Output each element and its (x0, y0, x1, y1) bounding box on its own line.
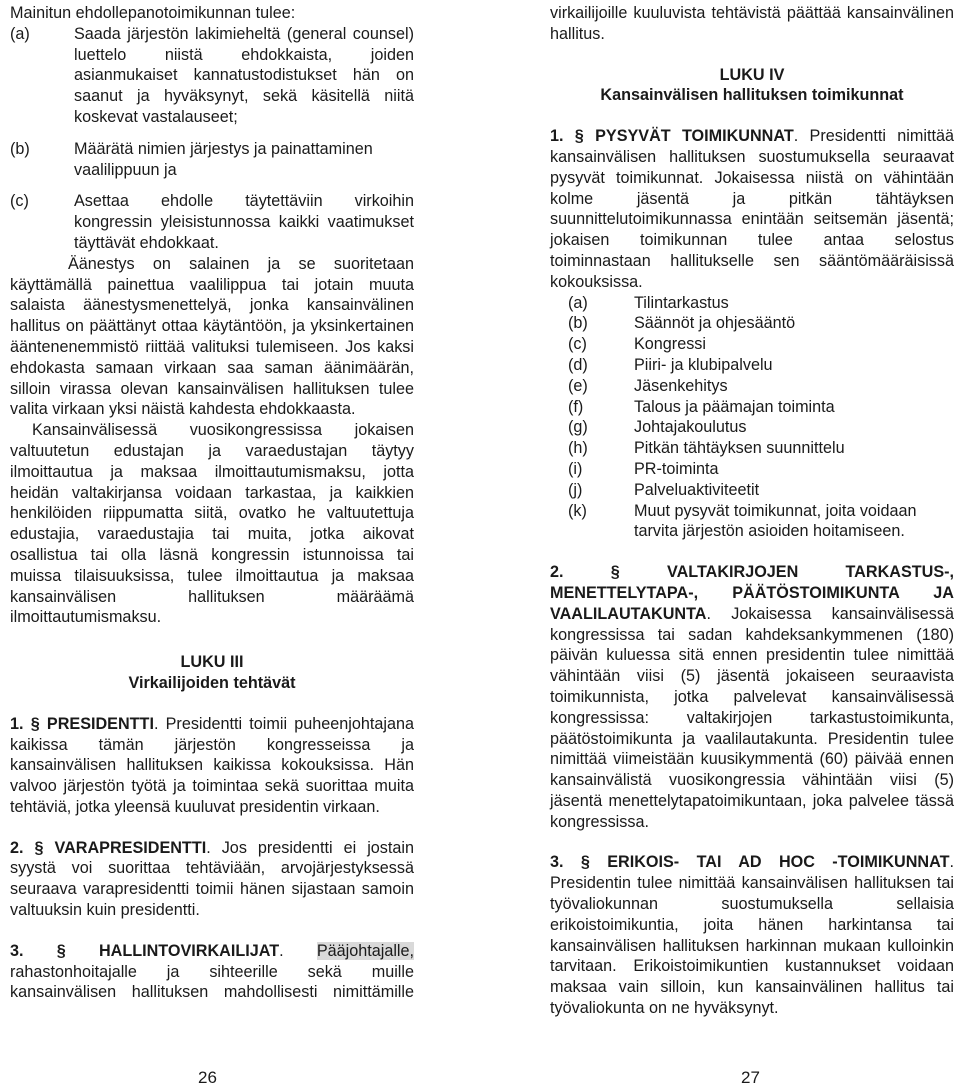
section-number: 2. § (10, 838, 44, 857)
list-item (568, 438, 954, 459)
chapter-title: LUKU IV (719, 65, 785, 84)
section-number: 1. § (10, 714, 40, 733)
list-item (568, 397, 954, 418)
list-item-text: Muut pysyvät toimikunnat, joita voidaan tarvita järjestön asioiden hoitamiseen. (634, 501, 917, 541)
chapter-subtitle: Kansainvälisen hallituksen toimikunnat (600, 86, 904, 105)
list-item-label: (c) (10, 192, 29, 211)
section-title: PRESIDENTTI (46, 714, 154, 733)
list-item-text: Piiri- ja klubipalvelu (634, 355, 773, 374)
section-dot: . (279, 941, 284, 960)
section-admin-officers (10, 941, 414, 1003)
list-item-label: (e) (568, 376, 588, 395)
continuation-text: virkailijoille kuuluvista tehtävistä päättää kansainvälinen hallitus. (550, 4, 954, 43)
section-president (10, 714, 414, 818)
section-text: . Presidentti nimittää kansainvälisen hallituksen suostumuksella seuraavat pysyvät toimikunnat. Jokaisessa niistä on vähintään kolme jäsentä ja pitkän tähtäyksen suunnittelutoimikunnassa enintään seitsemän jäsentä; jokaisen toimikunnan tulee antaa selostus toiminnastaan hallitukselle sen sääntömääräisissä kokouksissa. (550, 127, 954, 291)
list-item-text: Talous ja päämajan toiminta (634, 397, 835, 416)
section-credentials (550, 562, 954, 832)
list-item-label: (k) (568, 501, 587, 520)
section-special-committees (550, 852, 954, 1018)
highlighted-text: Pääjohtajalle, (316, 941, 415, 960)
list-item-text: Tilintarkastus (634, 293, 729, 312)
list-item (10, 24, 414, 128)
list-item-label: (f) (568, 397, 584, 416)
section-vice-president (10, 838, 414, 921)
section-title: ERIKOIS- TAI AD HOC -TOIMIKUNNAT (607, 853, 950, 872)
section-number: 2. § (550, 563, 620, 582)
list-item-text: Kongressi (634, 335, 706, 354)
right-column (550, 0, 954, 1019)
list-item-label: (b) (568, 314, 588, 333)
list-item-text: Johtajakoulutus (634, 418, 747, 437)
intro-heading: Mainitun ehdollepanotoimikunnan tulee: (10, 4, 296, 22)
list-item-text: Palveluaktiviteetit (634, 480, 760, 499)
section-text: rahastonhoitajalle ja sihteerille sekä muille kansainvälisen hallituksen mahdollisesti nimittämille (10, 962, 414, 1002)
section-title: VALTAKIRJOJEN TARKASTUS-, MENETTELYTAPA-, PÄÄTÖSTOIMIKUNTA JA VAALILAUTAKUNTA (550, 563, 955, 623)
list-item (568, 459, 954, 480)
list-item-label: (a) (568, 293, 588, 312)
list-item (10, 139, 414, 181)
list-item (568, 501, 954, 543)
list-item (568, 417, 954, 438)
section-text: . Presidentin tulee nimittää kansainvälisen hallituksen tai työvaliokunnan suostumuksella sellaisia erikoistoimikuntia, joita hänen harkintansa tai kansainvälisen hallituksen harkinnan mukaan kulloinkin tarvitaan. Erikoistoimikuntien kustannukset voidaan maksaa vain silloin, kun kansainvälinen hallitus tai työvaliokunta on ne hyväksynyt. (550, 853, 954, 1018)
list-item-text: Asettaa ehdolle täytettäviin virkoihin kongressin yleisistunnossa kaikki vaatimukset täyttävät ehdokkaat. (74, 192, 414, 252)
list-item-text: Pitkän tähtäyksen suunnittelu (634, 439, 845, 458)
list-item (568, 313, 954, 334)
list-item (568, 480, 954, 501)
list-item-text: Säännöt ja ohjesääntö (634, 314, 796, 333)
list-item-label: (d) (568, 355, 588, 374)
fee-paragraph: Kansainvälisessä vuosikongressissa jokaisen valtuutetun edustajan ja varaedustajan täytyy ilmoittautua ja maksaa ilmoittautumismaksu, jotta heidän valtakirjansa voidaan tarkastaa, ja kaikkien henkilöiden riippumatta siitä, ovatko he valtuutettuja edustajia, varaedustajia tai muita, jotka aikovat osallistua tai olla läsnä kongressin istunnoissa tai muissa tilaisuuksissa, tulee ilmoittautua ja maksaa kansainvälisen hallituksen määräämä ilmoittautumismaksu. (10, 421, 414, 627)
list-item-text: Määrätä nimien järjestys ja painattaminen vaalilippuun ja (74, 139, 373, 179)
section-number: 3. § (10, 941, 66, 960)
list-item (568, 355, 954, 376)
list-item (568, 376, 954, 397)
section-standing-committees (550, 126, 954, 292)
chapter-title: LUKU III (180, 653, 244, 672)
chapter-subtitle: Virkailijoiden tehtävät (128, 673, 296, 692)
section-number: 1. § (550, 127, 584, 146)
section-title: PYSYVÄT TOIMIKUNNAT (595, 127, 794, 146)
list-item-label: (h) (568, 439, 588, 458)
section-text: . Presidentti toimii puheenjohtajana kaikissa tämän järjestön kongresseissa ja kansainvälisen hallituksen kaikissa kokouksissa. Hän valvoo järjestön työtä ja toimintaa sekä suorittaa muita tehtäviä, jotka yleensä kuuluvat presidentin virkaan. (10, 714, 414, 816)
section-number: 3. § (550, 853, 590, 872)
section-text: . Jos presidentti ei jostain syystä voi suorittaa tehtäviään, arvojärjestyksessä seuraava varapresidentti toimii hänen sijastaan samoin valtuuksin kuin presidentti. (10, 838, 414, 920)
list-item-label: (j) (568, 480, 583, 499)
list-item-label: (b) (10, 139, 30, 158)
list-item-label: (a) (10, 24, 30, 43)
committee-list (550, 293, 954, 543)
list-item (10, 191, 414, 253)
list-item-label: (c) (568, 335, 587, 354)
list-item (568, 293, 954, 314)
page-number-right: 27 (741, 1068, 760, 1087)
section-text: . Jokaisessa kansainvälisessä kongressissa tai sadan kahdeksankymmenen (180) päivän kuluessa sitä ennen presidentin tulee nimittää vähintään viisi (5) jäsentä jokaiseen seuraavista toimikunnista, jotka palvelevat kansainvälisessä kongressissa: valtakirjojen tarkastustoimikunta, päätöstoimikunta ja vaalilautakunta. Presidentin tulee nimittää viimeistään kuusikymmentä (60) päivää ennen kansainvälistä vuosikongressia vähintään viisi (5) jäsentä menettelytapatoimikuntaan, joka palvelee tässä kongressissa. (550, 604, 954, 831)
section-title: VARAPRESIDENTTI (54, 838, 207, 857)
list-item-label: (i) (568, 459, 583, 478)
vote-paragraph: Äänestys on salainen ja se suoritetaan käyttämällä painettua vaalilippua tai jotain muuta salaista äänestysmenettelyä, jonka kansainvälinen hallitus on päättänyt ottaa käytäntöön, ja yksinkertainen ääntenenemmistö riittää valituksi tulemiseen. Jos kaksi ehdokasta samaan virkaan saa saman äänimäärän, silloin virassa olevan kansainvälisen hallituksen tulee valita virkaan yksi näistä kahdesta ehdokkaasta. (10, 254, 414, 419)
list-item-text: Saada järjestön lakimieheltä (general counsel) luettelo niistä ehdokkaista, joiden asianmukaiset kannatustodistukset hän on saanut ja hyväksynyt, sekä käsitellä niitä koskevat vastalauseet; (74, 24, 414, 126)
list-item (568, 334, 954, 355)
list-item-label: (g) (568, 418, 588, 437)
list-item-text: Jäsenkehitys (634, 376, 728, 395)
page-number-left: 26 (198, 1068, 217, 1087)
list-item-text: PR-toiminta (634, 459, 719, 478)
section-title: HALLINTOVIRKAILIJAT (98, 941, 280, 960)
left-column (10, 0, 414, 1003)
